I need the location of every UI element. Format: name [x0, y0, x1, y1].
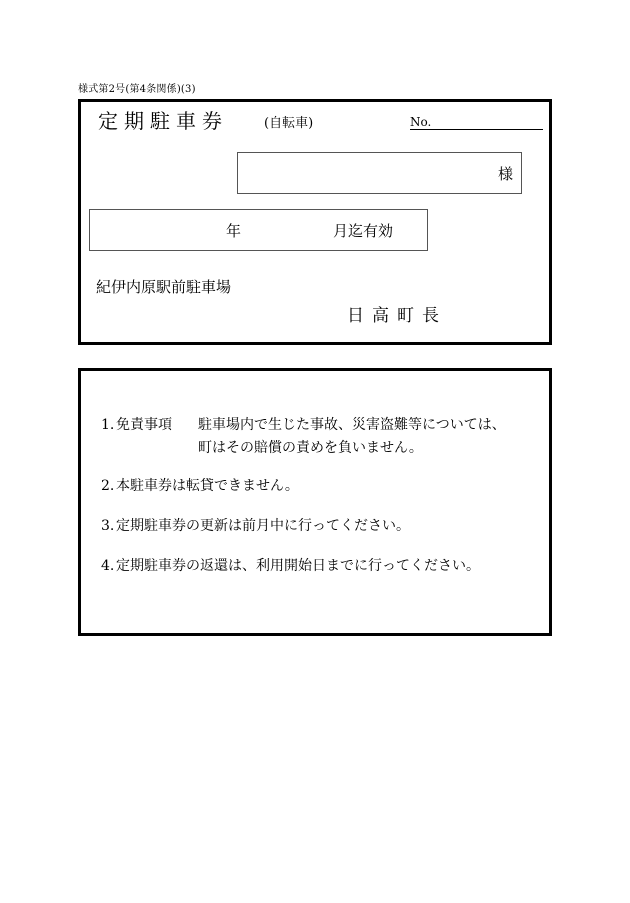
- note-text-continuation: 町はその賠償の責めを負いません。: [198, 440, 423, 456]
- issuer-name: 日高町長: [347, 306, 447, 326]
- note-item-no-sublease: [101, 475, 299, 495]
- note-number: 2.: [101, 478, 115, 494]
- note-number: 4.: [101, 558, 115, 574]
- note-number: 3.: [101, 518, 115, 534]
- note-heading: 免責事項: [116, 417, 172, 433]
- validity-month-label: 月迄有効: [333, 222, 394, 240]
- validity-year-label: 年: [226, 222, 242, 240]
- ticket-subtitle: (自転車): [264, 116, 314, 131]
- facility-name: 紀伊内原駅前駐車場: [96, 278, 232, 296]
- ticket-number-label: No.: [410, 115, 432, 129]
- name-honorific: 様: [497, 165, 513, 183]
- note-item-disclaimer: [101, 414, 506, 457]
- note-text: 定期駐車券の返還は、利用開始日までに行ってください。: [116, 558, 480, 574]
- ticket-title: 定期駐車券: [98, 109, 228, 133]
- note-number: 1.: [101, 417, 115, 433]
- note-item-renewal: [101, 515, 410, 535]
- note-text: 本駐車券は転貸できません。: [116, 478, 299, 494]
- validity-date-field[interactable]: [89, 209, 428, 251]
- note-text: 定期駐車券の更新は前月中に行ってください。: [116, 518, 410, 534]
- parking-ticket-box: [78, 99, 552, 345]
- holder-name-field[interactable]: [237, 152, 522, 194]
- notes-box: [78, 368, 552, 636]
- note-item-return: [101, 555, 480, 575]
- note-text: 駐車場内で生じた事故、災害盗難等については、: [198, 417, 506, 433]
- ticket-number-field[interactable]: [410, 129, 543, 130]
- form-number-label: 様式第2号(第4条関係)(3): [78, 84, 196, 95]
